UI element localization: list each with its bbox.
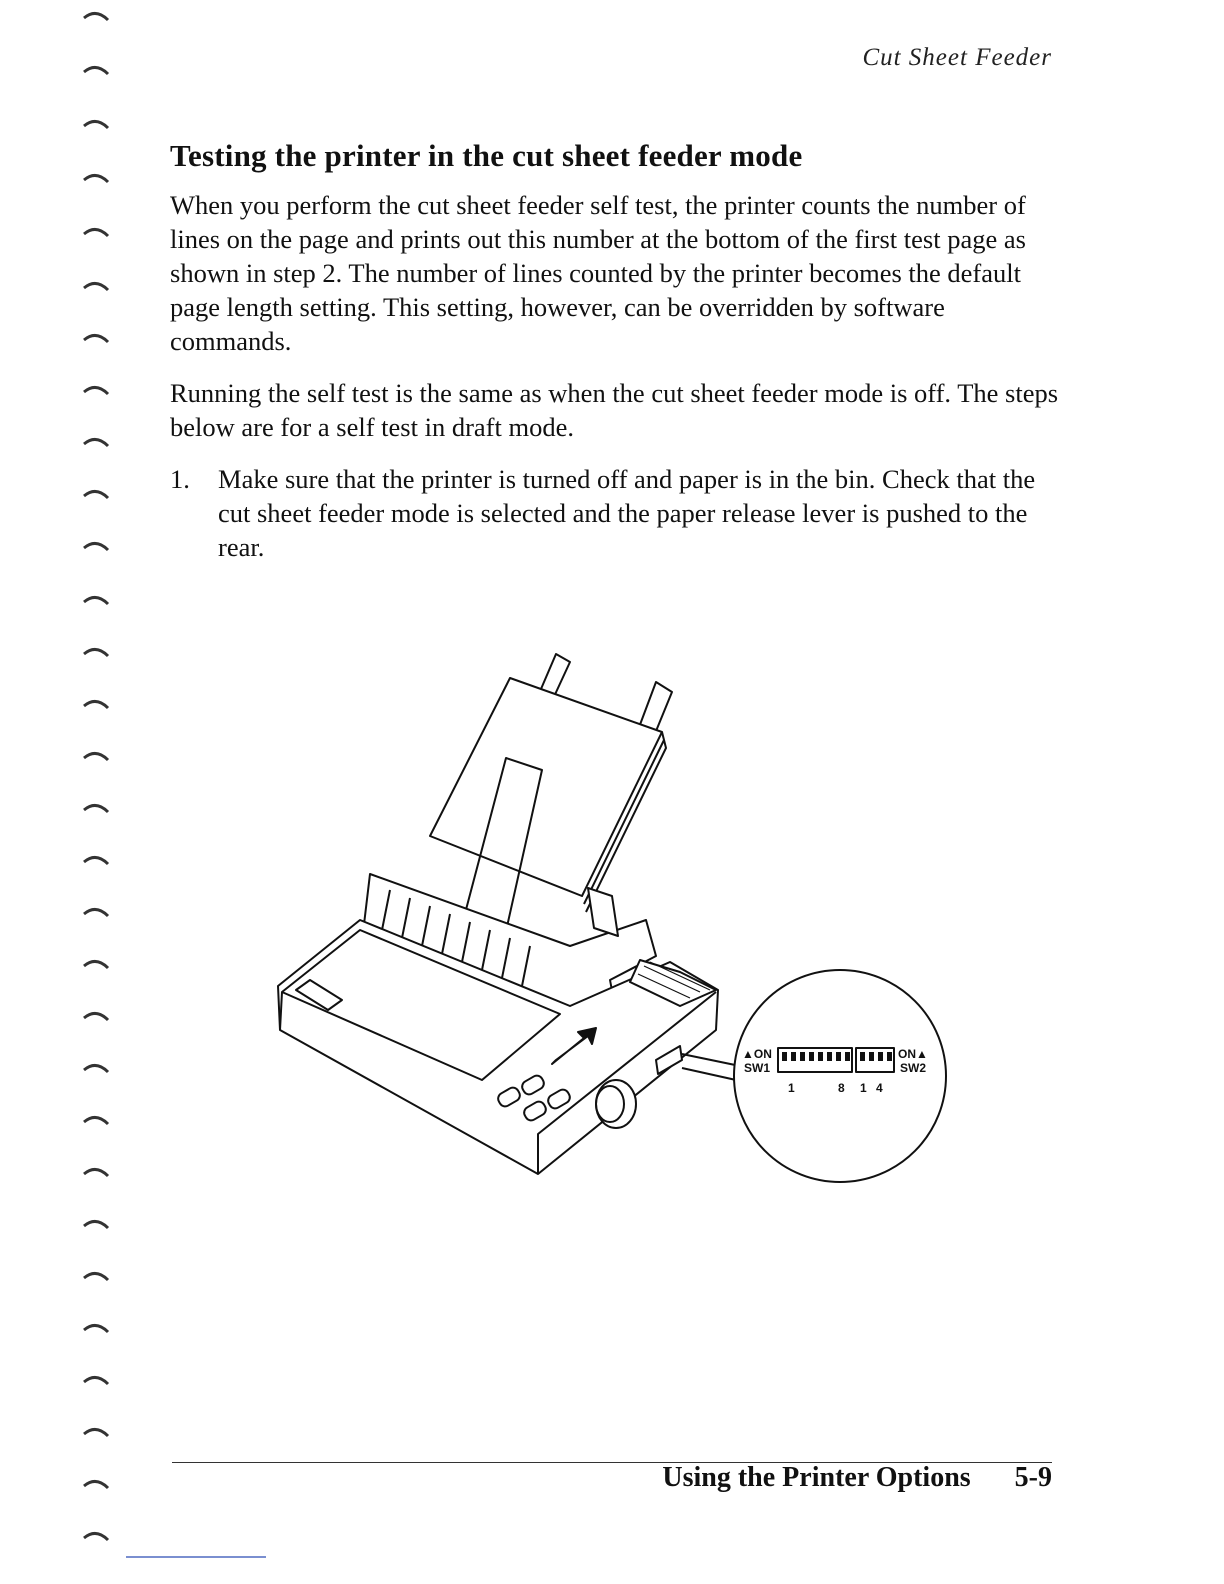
spiral-binding <box>0 0 150 1584</box>
binding-ring <box>84 67 108 74</box>
bottom-scan-mark <box>126 1556 266 1558</box>
binding-ring <box>84 387 108 394</box>
paper-guide <box>588 888 618 936</box>
steps-list <box>170 462 1060 564</box>
page-number: 5-9 <box>1014 1462 1052 1493</box>
running-header: Cut Sheet Feeder <box>862 44 1052 71</box>
binding-ring <box>84 805 108 812</box>
step-item <box>170 462 1060 564</box>
binding-ring <box>84 1533 108 1540</box>
footer-chapter-title: Using the Printer Options <box>662 1462 971 1493</box>
binding-ring <box>84 1117 108 1124</box>
paper-stack <box>430 678 662 896</box>
page-footer <box>662 1462 1052 1494</box>
binding-ring <box>84 1169 108 1176</box>
section-title: Testing the printer in the cut sheet feeder mode <box>170 138 803 173</box>
binding-ring <box>84 701 108 708</box>
step-text: Make sure that the printer is turned off and paper is in the bin. Check that the cut sheet feeder mode is selected and the paper release lever is pushed to the rear. <box>218 464 1036 562</box>
binding-ring <box>84 335 108 342</box>
step-number: 1. <box>170 464 190 494</box>
binding-ring <box>84 649 108 656</box>
binding-ring <box>84 175 108 182</box>
binding-ring <box>84 121 108 128</box>
binding-ring <box>84 1377 108 1384</box>
sw1-label: SW1 <box>744 1061 771 1075</box>
binding-ring <box>84 229 108 236</box>
main-content <box>170 138 1060 564</box>
intro-paragraph: When you perform the cut sheet feeder self test, the printer counts the number of lines on the page and prints out this number at the bottom of the first test page as shown in step 2. The number of lines counted by the printer becomes the default page length setting. This setting, however, can be overridden by software commands. <box>170 190 1026 356</box>
binding-ring <box>84 283 108 290</box>
printer-illustration <box>270 640 960 1200</box>
switch-number-8: 8 <box>838 1081 845 1095</box>
binding-ring <box>84 1221 108 1228</box>
sw2-on-label: ON▲ <box>898 1047 928 1061</box>
binding-ring <box>84 13 108 20</box>
self-test-paragraph: Running the self test is the same as when the cut sheet feeder mode is off. The steps below are for a self test in draft mode. <box>170 378 1059 442</box>
binding-ring <box>84 1325 108 1332</box>
binding-ring <box>84 491 108 498</box>
binding-ring <box>84 1065 108 1072</box>
switch-number-4: 4 <box>876 1081 883 1095</box>
binding-ring <box>84 961 108 968</box>
switch-number-1b: 1 <box>860 1081 867 1095</box>
binding-ring <box>84 1481 108 1488</box>
switch-number-1: 1 <box>788 1081 795 1095</box>
sw1-on-label: ▲ON <box>742 1047 772 1061</box>
binding-ring <box>84 1013 108 1020</box>
callout-leader <box>682 1054 740 1080</box>
callout-circle <box>734 970 946 1182</box>
binding-ring <box>84 439 108 446</box>
binding-ring <box>84 909 108 916</box>
binding-ring <box>84 597 108 604</box>
sw2-label: SW2 <box>900 1061 927 1075</box>
binding-ring <box>84 753 108 760</box>
binding-ring <box>84 1273 108 1280</box>
binding-ring <box>84 857 108 864</box>
binding-ring <box>84 543 108 550</box>
binding-ring <box>84 1429 108 1436</box>
